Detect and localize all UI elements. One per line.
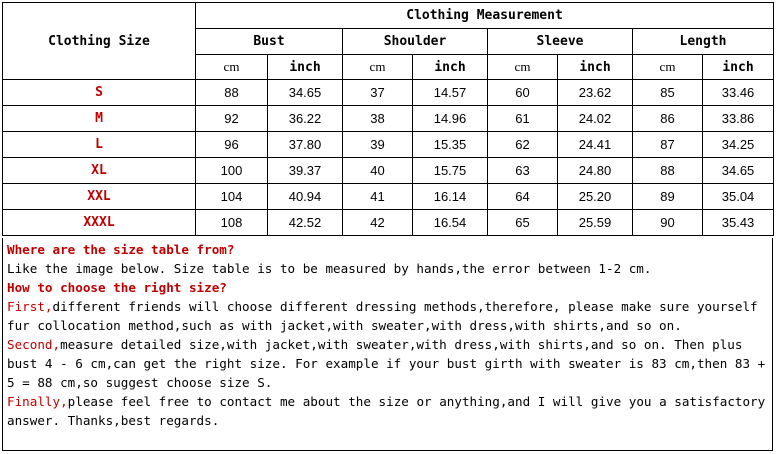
table-cell: 16.14 <box>413 184 488 210</box>
unit-inch: inch <box>413 55 488 80</box>
size-label: XXL <box>3 184 196 210</box>
table-row <box>3 132 774 158</box>
sleeve-header: Sleeve <box>488 29 633 55</box>
table-cell: 35.04 <box>703 184 774 210</box>
table-cell: 89 <box>633 184 703 210</box>
table-cell: 60 <box>488 80 558 106</box>
finally-lead: Finally, <box>7 394 68 409</box>
size-label: M <box>3 106 196 132</box>
table-cell: 39.37 <box>268 158 343 184</box>
table-cell: 96 <box>196 132 268 158</box>
unit-cm: cm <box>343 55 413 80</box>
table-cell: 90 <box>633 210 703 236</box>
unit-inch: inch <box>268 55 343 80</box>
table-row <box>3 80 774 106</box>
table-cell: 25.59 <box>558 210 633 236</box>
table-cell: 42.52 <box>268 210 343 236</box>
paragraph-finally <box>7 392 768 430</box>
size-label: L <box>3 132 196 158</box>
table-cell: 34.65 <box>268 80 343 106</box>
table-cell: 42 <box>343 210 413 236</box>
table-cell: 37.80 <box>268 132 343 158</box>
shoulder-header: Shoulder <box>343 29 488 55</box>
table-cell: 87 <box>633 132 703 158</box>
table-cell: 108 <box>196 210 268 236</box>
table-cell: 85 <box>633 80 703 106</box>
table-cell: 34.25 <box>703 132 774 158</box>
table-cell: 92 <box>196 106 268 132</box>
table-cell: 33.46 <box>703 80 774 106</box>
unit-inch: inch <box>703 55 774 80</box>
second-text: measure detailed size,with jacket,with sweater,with dress,with shirts,and so on. Then plus bust 4 - 6 cm,can get the right size. For example if your bust girth with sweater is 83 cm,then 83 + 5 = 88 cm,so suggest choose size S. <box>7 337 766 390</box>
first-lead: First, <box>7 299 53 314</box>
table-cell: 86 <box>633 106 703 132</box>
unit-cm: cm <box>196 55 268 80</box>
table-cell: 104 <box>196 184 268 210</box>
finally-text: please feel free to contact me about the size or anything,and I will give you a satisfactory answer. Thanks,best regards. <box>7 394 766 428</box>
bust-header: Bust <box>196 29 343 55</box>
table-cell: 36.22 <box>268 106 343 132</box>
measurement-title: Clothing Measurement <box>196 3 774 29</box>
table-cell: 16.54 <box>413 210 488 236</box>
table-cell: 14.57 <box>413 80 488 106</box>
unit-inch: inch <box>558 55 633 80</box>
unit-cm: cm <box>488 55 558 80</box>
table-cell: 41 <box>343 184 413 210</box>
size-label: S <box>3 80 196 106</box>
clothing-size-header: Clothing Size <box>3 3 196 80</box>
table-cell: 25.20 <box>558 184 633 210</box>
table-cell: 15.35 <box>413 132 488 158</box>
size-notes <box>2 238 773 451</box>
length-header: Length <box>633 29 774 55</box>
table-cell: 39 <box>343 132 413 158</box>
first-text: different friends will choose different dressing methods,therefore, please make sure yourself fur collocation method,such as with jacket,with sweater,with dress,with shirts,and so on. <box>7 299 758 333</box>
table-cell: 24.80 <box>558 158 633 184</box>
size-table <box>2 2 774 236</box>
table-cell: 62 <box>488 132 558 158</box>
size-label: XXXL <box>3 210 196 236</box>
table-cell: 100 <box>196 158 268 184</box>
answer-where-from: Like the image below. Size table is to be measured by hands,the error between 1-2 cm. <box>7 261 652 276</box>
paragraph-second <box>7 335 768 392</box>
table-cell: 64 <box>488 184 558 210</box>
table-cell: 88 <box>633 158 703 184</box>
table-cell: 38 <box>343 106 413 132</box>
question-how-choose: How to choose the right size? <box>7 280 227 295</box>
table-cell: 61 <box>488 106 558 132</box>
table-cell: 37 <box>343 80 413 106</box>
table-cell: 35.43 <box>703 210 774 236</box>
table-cell: 40 <box>343 158 413 184</box>
table-row <box>3 158 774 184</box>
unit-cm: cm <box>633 55 703 80</box>
table-cell: 65 <box>488 210 558 236</box>
table-title-row <box>3 3 774 29</box>
table-cell: 24.41 <box>558 132 633 158</box>
table-row <box>3 184 774 210</box>
table-cell: 63 <box>488 158 558 184</box>
table-row <box>3 210 774 236</box>
question-where-from: Where are the size table from? <box>7 242 235 257</box>
table-cell: 88 <box>196 80 268 106</box>
second-lead: Second, <box>7 337 61 352</box>
table-row <box>3 106 774 132</box>
table-cell: 15.75 <box>413 158 488 184</box>
table-cell: 34.65 <box>703 158 774 184</box>
table-cell: 40.94 <box>268 184 343 210</box>
table-cell: 33.86 <box>703 106 774 132</box>
table-cell: 23.62 <box>558 80 633 106</box>
size-label: XL <box>3 158 196 184</box>
table-cell: 14.96 <box>413 106 488 132</box>
paragraph-first <box>7 297 768 335</box>
table-cell: 24.02 <box>558 106 633 132</box>
